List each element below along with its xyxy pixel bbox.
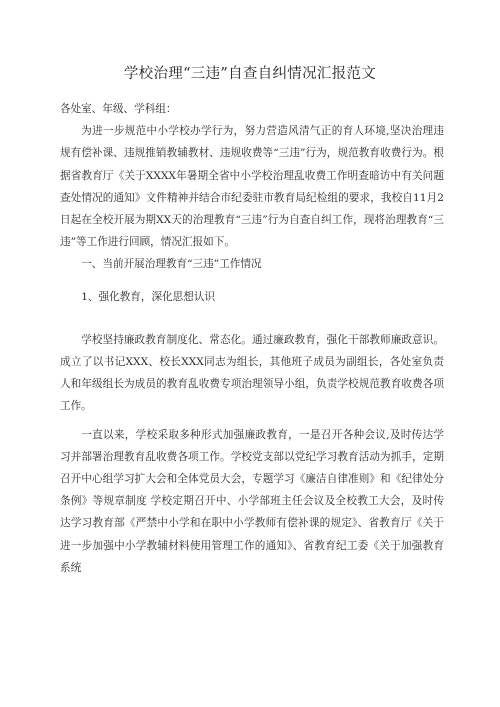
document-body [60, 98, 444, 579]
paragraph-education-system: 学校坚持廉政教育制度化、常态化。通过廉政教育，强化干部教师廉政意识。成立了以书记XXX、校长XXX同志为组长，其他班子成员为副组长，各处室负责人和年级组长为成员的教育乱收费专项治理领导小组，负责学校规范教育收费各项工作。 [60, 333, 444, 413]
subsection-heading: 1、强化教育，深化思想认识 [81, 290, 216, 303]
document-title: 学校治理“三违”自查自纠情况汇报范文 [123, 66, 377, 82]
paragraph-meetings: 一直以来，学校采取多种形式加强廉政教育，一是召开各种会议,及时传达学习并部署治理教育乱收费各项工作。学校党支部以党纪学习教育活动为抓手，定期召开中心组学习扩大会和全体党员大会，专题学习《廉洁自律准则》和《纪律处分条例》等规章制度 学校定期召开中、小学部班主任会议及全校教工大会，及时传达学习教育部《严禁中小学和在职中小学教师有偿补课的规定》、省教育厅《关于进一步加强中小学教辅材料使用管理工作的通知》、省教育纪工委《关于加强教育系统 [60, 428, 444, 574]
paragraph-intro: 为进一步规范中小学校办学行为，努力营造风清气正的育人环境,坚决治理违规有偿补课、违规推销教辅教材、违规收费等“三违”行为，规范教育收费行为。根据省教育厅《关于XXXX年暑期全省中小学校治理乱收费工作明查暗访中有关问题查处情况的通知》文件精神并结合市纪委驻市教育局纪检组的要求，我校自11月2日起在全校开展为期XX天的治理教育“三违”行为自查自纠工作，现将治理教育“三违”等工作进行回顾，情况汇报如下。 [60, 125, 444, 249]
section-heading: 一、当前开展治理教育“三违”工作情况 [81, 258, 262, 271]
salutation: 各处室、年级、学科组： [60, 103, 177, 115]
